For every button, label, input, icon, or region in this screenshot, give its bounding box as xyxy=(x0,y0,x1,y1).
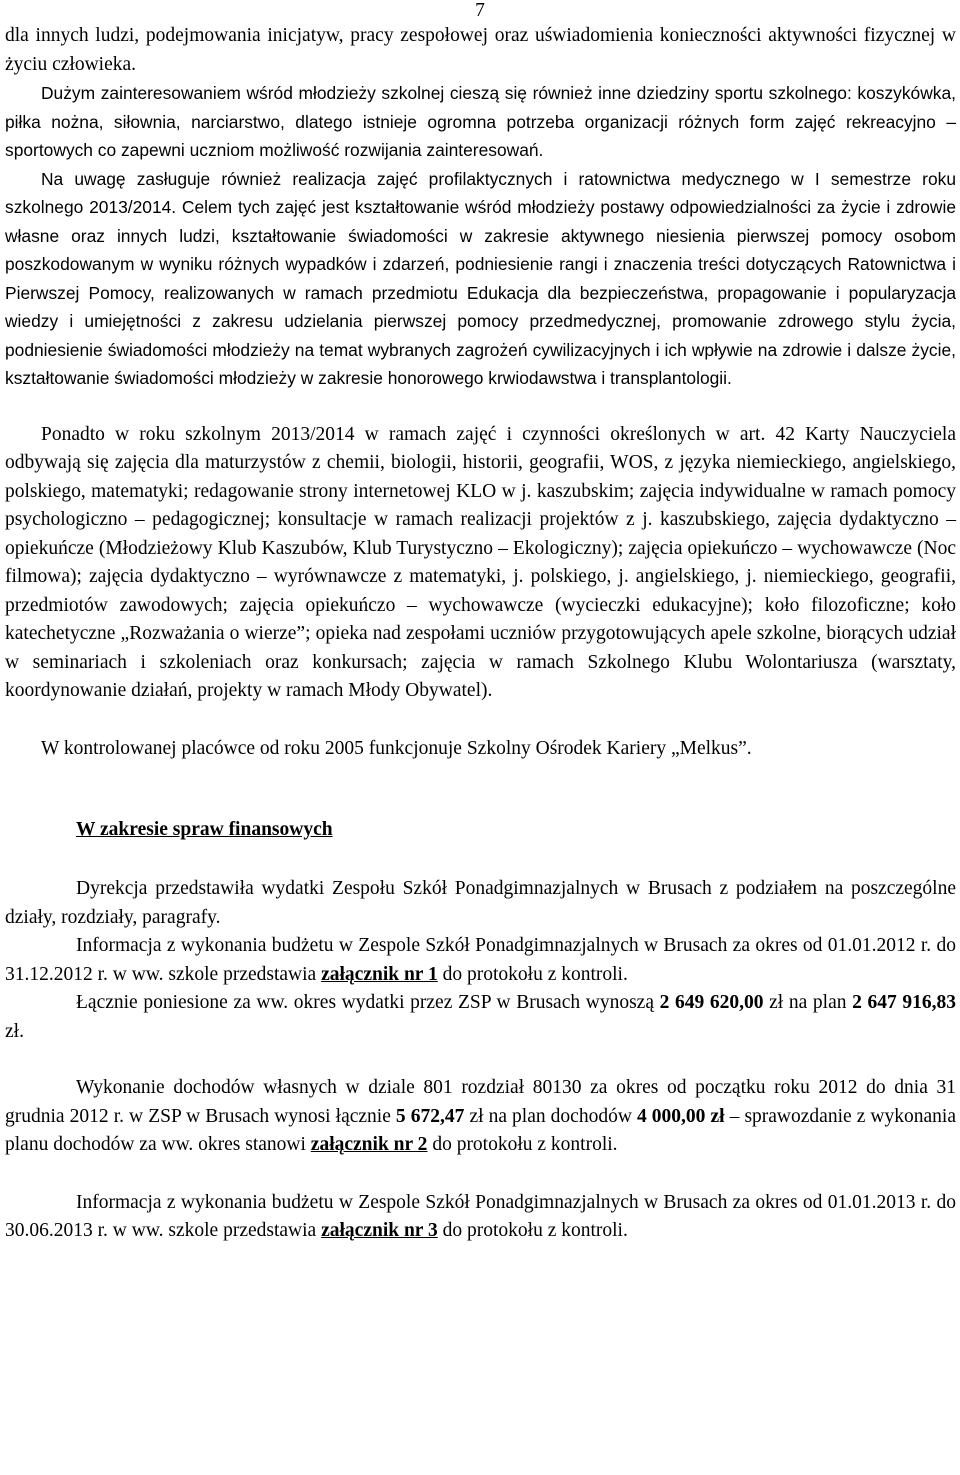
paragraph-sports-interest: Dużym zainteresowaniem wśród młodzieży szkolnej cieszą się również inne dziedziny sportu szkolnego: koszykówka, piłka nożna, siłownia, narciarstwo, dlatego istnieje ogromna potrzeba organizacji różnych form zajęć rekreacyjno – sportowych co zapewni uczniom możliwość rozwijania zainteresowań. xyxy=(5,83,956,160)
section-title-finance: W zakresie spraw finansowych xyxy=(76,819,333,840)
paragraph-career-center: W kontrolowanej placówce od roku 2005 funkcjonuje Szkolny Ośrodek Kariery „Melkus”. xyxy=(41,737,752,759)
paragraph-total-expenses xyxy=(5,989,956,1046)
own-income-text: Wykonanie dochodów własnych w dziale 801 rozdział 80130 za okres od początku roku 2012 do dnia 31 grudnia 2012 r. w ZSP w Brusach wynosi łącznie xyxy=(5,1077,956,1127)
paragraph-extra-classes: Ponadto w roku szkolnym 2013/2014 w ramach zajęć i czynności określonych w art. 42 Karty Nauczyciela odbywają się zajęcia dla maturzystów z chemii, biologii, historii, geografii, WOS, z języka niemieckiego, angielskiego, polskiego, matematyki; redagowanie strony internetowej KLO w j. kaszubskim; zajęcia indywidualne w ramach pomocy psychologiczno – pedagogicznej; konsultacje w ramach realizacji projektów z j. kaszubskiego, zajęcia dydaktyczno – opiekuńcze (Młodzieżowy Klub Kaszubów, Klub Turystyczno – Ekologiczny); zajęcia opiekuńczo – wychowawcze (Noc filmowa); zajęcia dydaktyczno – wyrównawcze z matematyki, j. polskiego, j. angielskiego, j. niemieckiego, geografii, przedmiotów zawodowych; zajęcia opiekuńczo – wychowawcze (wycieczki edukacyjne); koło filozoficzne; koło katechetyczne „Rozważania o wierze”; opieka nad zespołami uczniów przygotowujących apele szkolne, biorących udział w seminariach i szkoleniach oraz konkursach; zajęcia w ramach Szkolnego Klubu Wolontariusza (warsztaty, koordynowanie działań, projekty w ramach Młody Obywatel). xyxy=(5,423,956,701)
own-income-mid2: – sprawozdanie z wykonania planu dochodów za ww. okres stanowi xyxy=(5,1105,956,1155)
own-income-amount: 5 672,47 xyxy=(395,1105,465,1127)
paragraph-expenses-text: Dyrekcja przedstawiła wydatki Zespołu Szkół Ponadgimnazjalnych w Brusach z podziałem na poszczególne działy, rozdziały, paragrafy. xyxy=(5,878,956,928)
total-expenses-amount: 2 649 620,00 xyxy=(659,992,764,1013)
page-number: 7 xyxy=(475,0,485,21)
paragraph-first-aid: Na uwagę zasługuje również realizacja zajęć profilaktycznych i ratownictwa medycznego w I semestrze roku szkolnego 2013/2014. Celem tych zajęć jest kształtowanie wśród młodzieży postawy odpowiedzialności za życie i zdrowie własne oraz innych ludzi, kształtowanie świadomości w zakresie aktywnego niesienia pierwszej pomocy osobom poszkodowanym w wyniku różnych wypadków i zdarzeń, podniesienie rangi i znaczenia treści dotyczących Ratownictwa i Pierwszej Pomocy, realizowanych w ramach przedmiotu Edukacja dla bezpieczeństwa, propagowanie i popularyzacja wiedzy i umiejętności z zakresu udzielania pierwszej pomocy przedmedycznej, promowanie zdrowego stylu życia, podniesienie świadomości młodzieży na temat wybranych zagrożeń cywilizacyjnych i ich wpływie na zdrowie i dalsze życie, kształtowanie świadomości młodzieży w zakresie honorowego krwiodawstwa i transplantologii. xyxy=(5,168,956,388)
paragraph-budget-2013 xyxy=(5,1189,956,1246)
paragraph-own-income xyxy=(5,1074,956,1160)
paragraph-physical-activity: dla innych ludzi, podejmowania inicjatyw, pracy zespołowej oraz uświadomienia konieczności aktywności fizycznej w życiu człowieka. xyxy=(5,25,956,75)
attachment-2-link: załącznik nr 2 xyxy=(310,1134,428,1155)
budget-2012-text: Informacja z wykonania budżetu w Zespole Szkół Ponadgimnazjalnych w Brusach za okres od 01.01.2012 r. do 31.12.2012 r. w ww. szkole przedstawia xyxy=(5,935,956,985)
budget-2013-text: Informacja z wykonania budżetu w Zespole Szkół Ponadgimnazjalnych w Brusach za okres od 01.01.2013 r. do 30.06.2013 r. w ww. szkole przedstawia xyxy=(5,1191,956,1241)
document-body xyxy=(5,22,956,1246)
total-expenses-suffix: zł. xyxy=(5,1020,24,1042)
attachment-3-link: załącznik nr 3 xyxy=(321,1220,438,1241)
own-income-suffix: do protokołu z kontroli. xyxy=(427,1134,618,1155)
paragraph-budget-2012 xyxy=(5,932,956,989)
planned-income-amount: 4 000,00 zł xyxy=(636,1105,725,1127)
attachment-1-link: załącznik nr 1 xyxy=(321,963,438,985)
budget-2013-suffix: do protokołu z kontroli. xyxy=(437,1220,628,1241)
paragraph-expenses xyxy=(5,875,956,932)
total-expenses-text: Łącznie poniesione za ww. okres wydatki przez ZSP w Brusach wynoszą xyxy=(76,992,660,1013)
own-income-mid: zł na plan dochodów xyxy=(464,1105,637,1127)
budget-2012-suffix: do protokołu z kontroli. xyxy=(437,963,628,985)
total-expenses-mid: zł na plan xyxy=(763,992,853,1013)
planned-expenses-amount: 2 647 916,83 xyxy=(852,992,957,1013)
